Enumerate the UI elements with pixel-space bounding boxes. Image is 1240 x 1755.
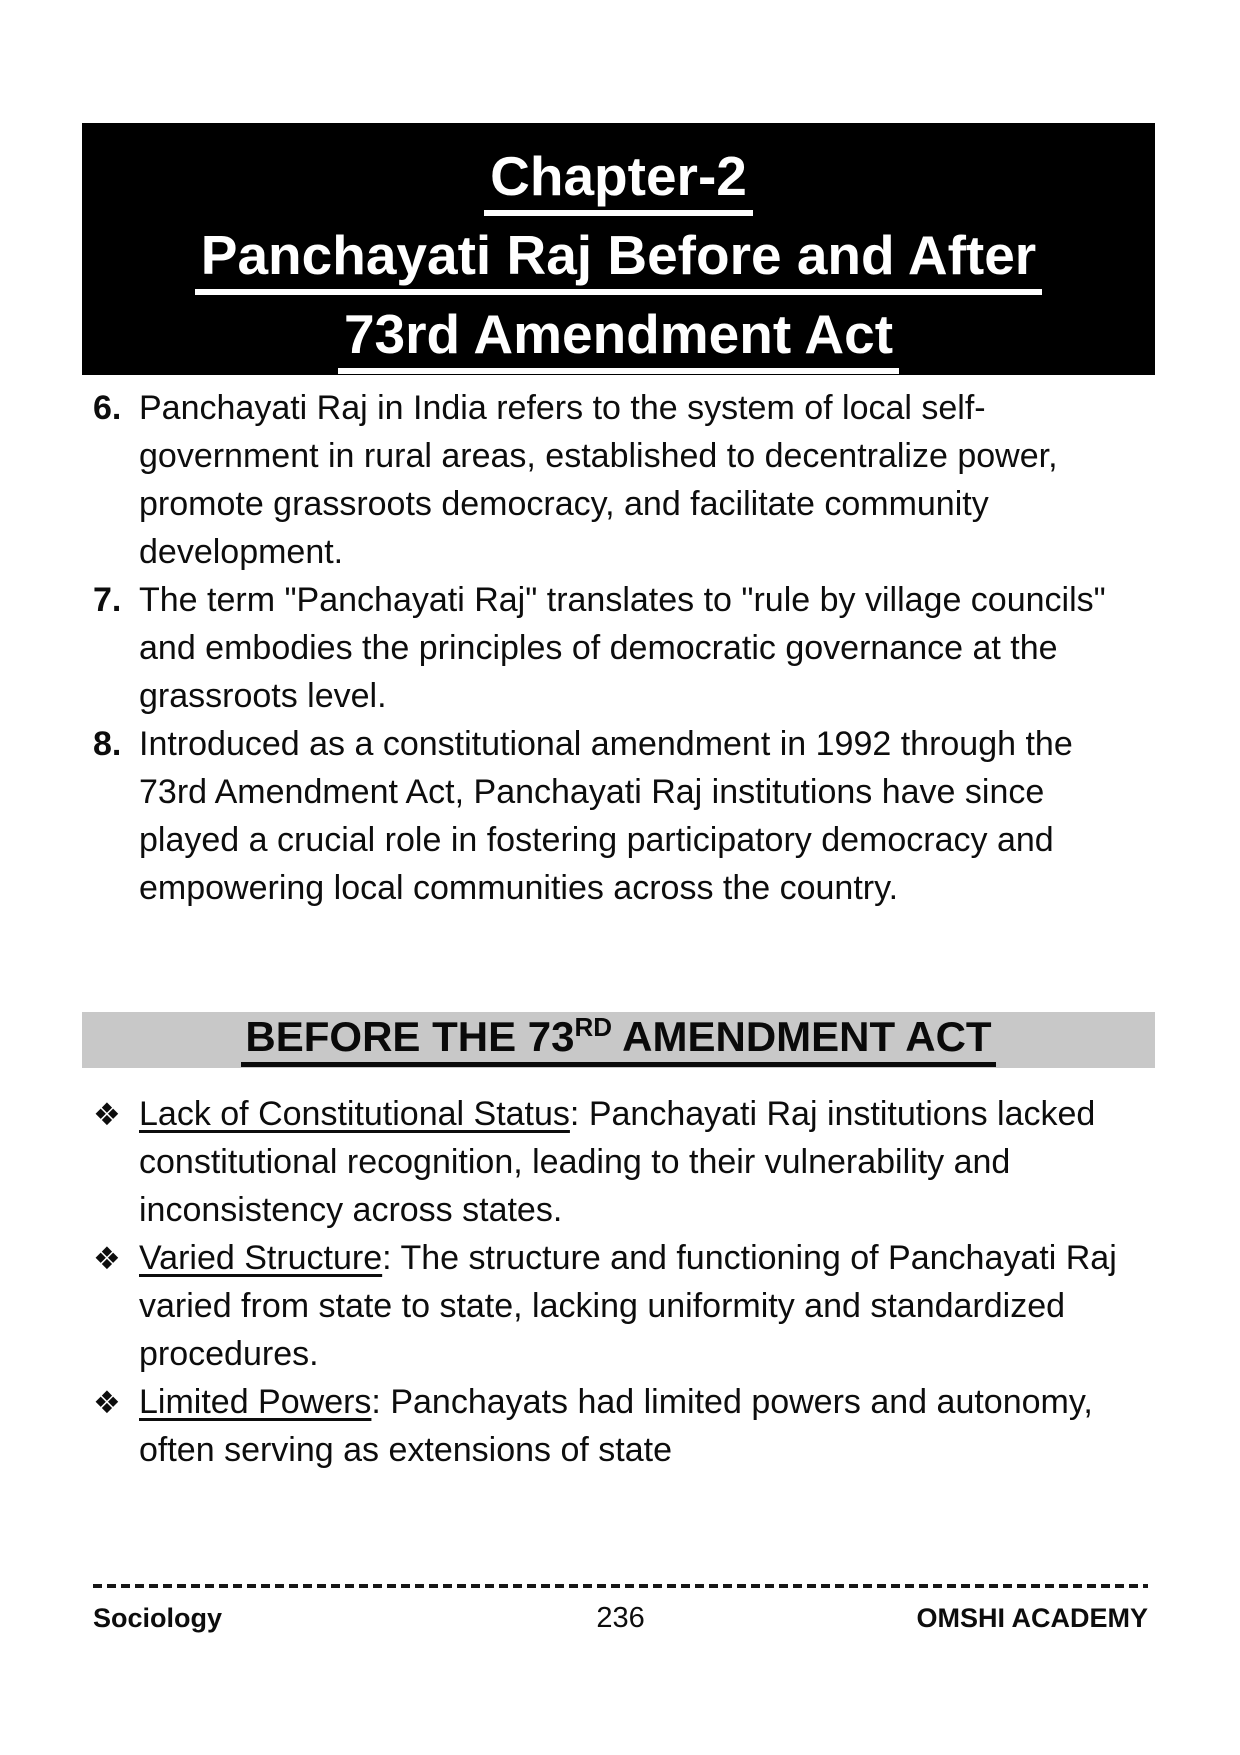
bullet-body-text: The structure and functioning of Panchayati Raj varied from state to state, lacking uniformity and standardized procedures. (139, 1239, 1117, 1373)
section-banner-title (241, 1012, 995, 1067)
footer-subject: Sociology (93, 1603, 223, 1633)
chapter-title-line (82, 216, 1155, 295)
bullet-item-limited-powers (93, 1378, 1139, 1474)
footer-page-number: 236 (596, 1602, 645, 1634)
bullet-separator: : (371, 1383, 391, 1421)
chapter-header-box (82, 123, 1155, 375)
bullet-body-text: Panchayats had limited powers and autonomy, often serving as extensions of state (139, 1383, 1093, 1469)
footer-organization: OMSHI ACADEMY (916, 1603, 1149, 1633)
chapter-title-line (82, 295, 1155, 374)
bullet-body-text: Panchayati Raj institutions lacked constitutional recognition, leading to their vulnerability and inconsistency across states. (139, 1095, 1096, 1229)
numbered-paragraph-list (93, 384, 1139, 912)
item-text: Introduced as a constitutional amendment in 1992 through the 73rd Amendment Act, Panchayati Raj institutions have since played a crucial role in fostering participatory democracy and empowering local communities across the country. (139, 725, 1073, 907)
bullet-lead-text: Limited Powers (139, 1383, 372, 1421)
numbered-item-6 (93, 384, 1139, 576)
banner-text-suffix: AMENDMENT ACT (612, 1013, 992, 1060)
section-banner (82, 1012, 1155, 1068)
bullet-separator: : (382, 1239, 401, 1277)
diamond-bullet-icon: ❖ (93, 1097, 121, 1133)
numbered-item-8 (93, 720, 1139, 912)
bullet-separator: : (569, 1095, 589, 1133)
bullet-item-constitutional-status (93, 1090, 1139, 1234)
footer-dashed-divider (93, 1584, 1148, 1588)
diamond-bullet-icon: ❖ (93, 1385, 121, 1421)
chapter-number-text: Chapter-2 (484, 146, 753, 216)
item-number: 7. (93, 581, 122, 619)
bullet-lead-text: Lack of Constitutional Status (139, 1095, 570, 1133)
footer (93, 1602, 1148, 1635)
bullet-item-varied-structure (93, 1234, 1139, 1378)
bullet-list (93, 1090, 1139, 1474)
chapter-title-line (82, 137, 1155, 216)
numbered-item-7 (93, 576, 1139, 720)
banner-ordinal-superscript: RD (574, 1012, 613, 1042)
chapter-title-text: Panchayati Raj Before and After (195, 225, 1042, 295)
banner-text-prefix: BEFORE THE 73 (245, 1013, 575, 1060)
item-text: The term "Panchayati Raj" translates to "rule by village councils" and embodies the principles of democratic governance at the grassroots level. (139, 581, 1106, 715)
bullet-lead-text: Varied Structure (139, 1239, 383, 1277)
item-number: 8. (93, 725, 122, 763)
chapter-subtitle-text: 73rd Amendment Act (338, 304, 899, 374)
item-text: Panchayati Raj in India refers to the system of local self-government in rural areas, established to decentralize power, promote grassroots democracy, and facilitate community development. (139, 389, 1058, 571)
diamond-bullet-icon: ❖ (93, 1241, 121, 1277)
item-number: 6. (93, 389, 122, 427)
